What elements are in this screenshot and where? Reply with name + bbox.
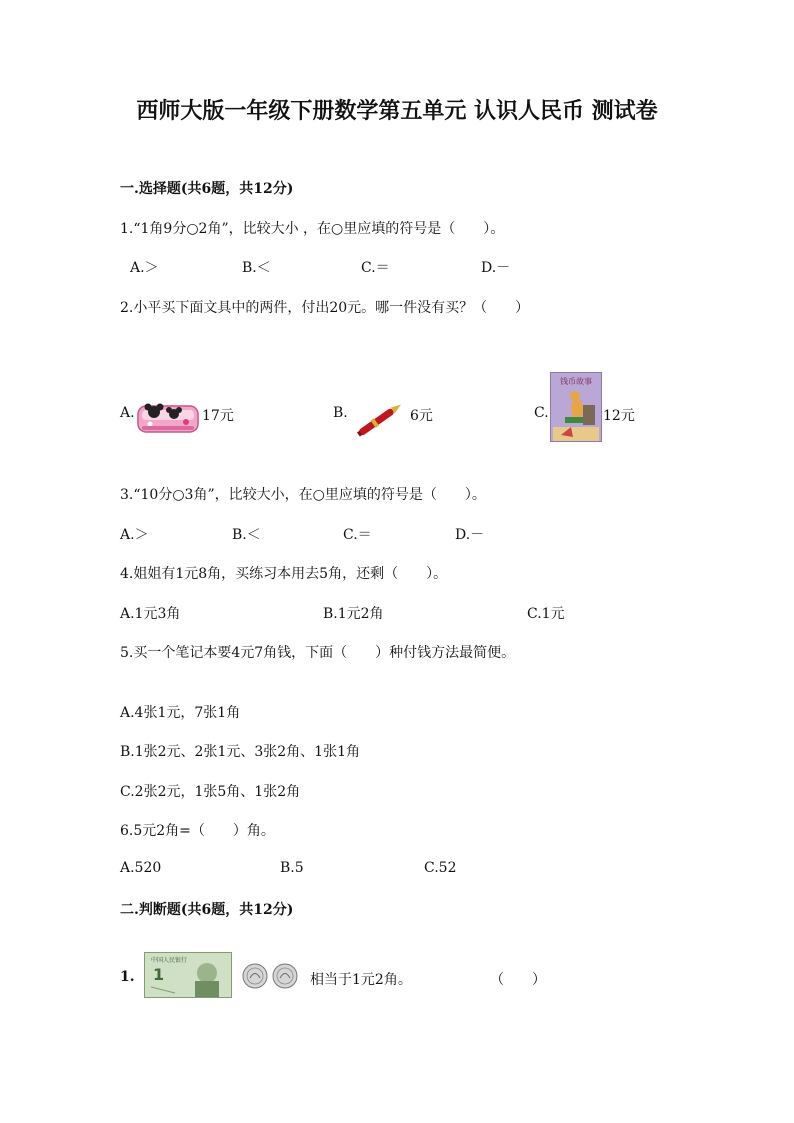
q2-option-c-price: 12元 xyxy=(603,408,635,424)
q2-option-c-letter: C. xyxy=(534,405,549,421)
q1-option-c: C.＝ xyxy=(361,260,390,276)
one-jiao-coin-icon xyxy=(242,963,268,989)
q3-option-b: B.＜ xyxy=(232,527,261,543)
judge-1-bracket: （ ） xyxy=(490,972,546,988)
q5-option-a: A.4张1元，7张1角 xyxy=(120,705,241,721)
q2-option-a-price: 17元 xyxy=(202,408,234,424)
q1-option-a: A.＞ xyxy=(130,260,159,276)
q4-option-b: B.1元2角 xyxy=(323,606,384,622)
q2-option-b-price: 6元 xyxy=(410,408,433,424)
judge-1-number: 1. xyxy=(120,969,135,985)
storybook-title: 钱币故事 xyxy=(560,377,592,386)
q6-option-c: C.52 xyxy=(424,860,457,876)
q3-option-c: C.＝ xyxy=(343,527,372,543)
question-1-text: 1.“1角9分○2角”，比较大小 ，在○里应填的符号是（ ）。 xyxy=(120,221,505,237)
q3-option-d: D.－ xyxy=(455,527,485,543)
q2-option-a-letter: A. xyxy=(120,405,135,421)
page-title: 西师大版一年级下册数学第五单元 认识人民币 测试卷 xyxy=(136,98,658,124)
question-5-text: 5.买一个笔记本要4元7角钱，下面（ ）种付钱方法最简便。 xyxy=(120,645,516,661)
question-6-text: 6.5元2角=（ ）角。 xyxy=(120,823,275,839)
judge-1-text: 相当于1元2角。 xyxy=(310,972,412,988)
q4-option-a: A.1元3角 xyxy=(120,606,181,622)
one-yuan-banknote-icon xyxy=(144,952,232,998)
q5-option-b: B.1张2元、2张1元、3张2角、1张1角 xyxy=(120,744,360,760)
one-jiao-coin-icon xyxy=(272,963,298,989)
question-2-text: 2.小平买下面文具中的两件，付出20元。哪一件没有买？（ ） xyxy=(120,300,530,316)
fountain-pen-icon xyxy=(350,398,410,442)
banknote-value: 1 xyxy=(153,965,165,984)
question-4-text: 4.姐姐有1元8角，买练习本用去5角，还剩（ ）。 xyxy=(120,566,448,582)
q1-option-d: D.－ xyxy=(481,260,511,276)
banknote-bank-name: 中国人民银行 xyxy=(151,957,188,964)
q1-option-b: B.＜ xyxy=(242,260,271,276)
q6-option-a: A.520 xyxy=(120,860,162,876)
section1-heading: 一.选择题(共6题，共12分) xyxy=(120,181,294,197)
q5-option-c: C.2张2元，1张5角、1张2角 xyxy=(120,784,301,800)
q6-option-b: B.5 xyxy=(280,860,304,876)
q4-option-c: C.1元 xyxy=(527,606,565,622)
pencil-case-icon xyxy=(136,398,200,438)
question-3-text: 3.“10分○3角”，比较大小，在○里应填的符号是（ ）。 xyxy=(120,487,486,503)
q2-option-b-letter: B. xyxy=(333,405,348,421)
section2-heading: 二.判断题(共6题，共12分) xyxy=(120,902,294,918)
storybook-icon xyxy=(550,372,602,442)
q3-option-a: A.＞ xyxy=(120,527,149,543)
